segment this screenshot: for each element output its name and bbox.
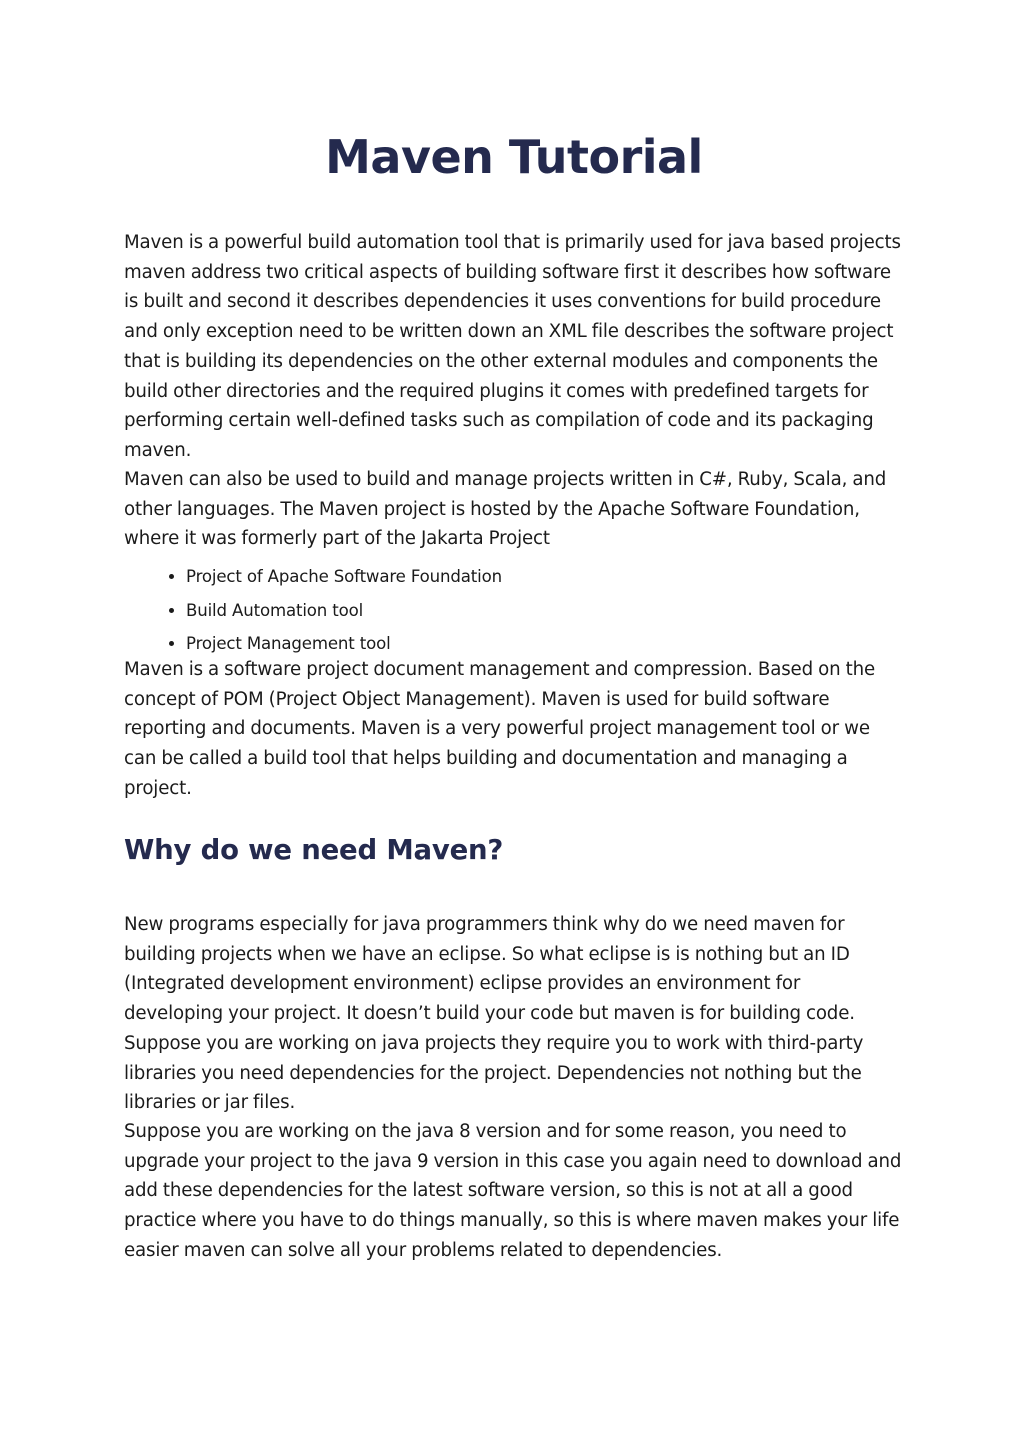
list-item: • Project of Apache Software Foundation bbox=[186, 560, 502, 594]
feature-list bbox=[169, 560, 502, 661]
page-title: Maven Tutorial bbox=[325, 130, 703, 184]
section-heading: Why do we need Maven? bbox=[124, 834, 504, 866]
list-item: • Build Automation tool bbox=[186, 594, 502, 628]
why-paragraph-continued: Suppose you are working on the java 8 version and for some reason, you need to upgrade your project to the java 9 version in this case you again need to download and add these dependencies for the latest software version, so this is not at all a good practice where you have to do things manually, so this is where maven makes your life easier maven can solve all your problems related to dependencies. bbox=[124, 1121, 902, 1261]
list-item: • Project Management tool bbox=[186, 627, 502, 661]
why-paragraph: New programs especially for java programmers think why do we need maven for building projects when we have an eclipse. So what eclipse is is nothing but an ID (Integrated development environment) eclipse provides an environment for developing your project. It doesn’t build your code but maven is for building code. Suppose you are working on java projects they require you to work with third-party libraries you need dependencies for the project. Dependencies not nothing but the libraries or jar files. bbox=[124, 914, 864, 1114]
intro-paragraph: Maven is a powerful build automation tool that is primarily used for java based projects maven address two critical aspects of building software first it describes how software is built and second it describes dependencies it uses conventions for build procedure and only exception need to be written down an XML file describes the software project that is building its dependencies on the other external modules and components the build other directories and the required plugins it comes with predefined targets for performing certain well-defined tasks such as compilation of code and its packaging maven. bbox=[124, 232, 901, 461]
pom-paragraph: Maven is a software project document management and compression. Based on the concept of POM (Project Object Management). Maven is used for build software reporting and documents. Maven is a very powerful project management tool or we can be called a build tool that helps building and documentation and managing a project. bbox=[124, 659, 876, 799]
languages-paragraph: Maven can also be used to build and manage projects written in C#, Ruby, Scala, and other languages. The Maven project is hosted by the Apache Software Foundation, where it was formerly part of the Jakarta Project bbox=[124, 469, 887, 550]
